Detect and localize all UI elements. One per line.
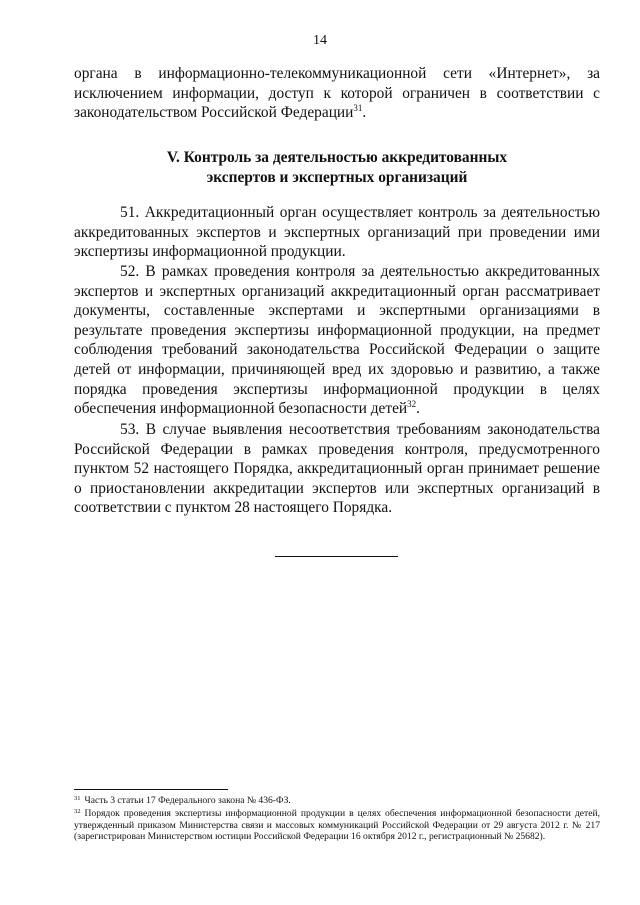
paragraph-51 — [74, 203, 600, 262]
paragraph-52-text: 52. В рамках проведения контроля за деятельностью аккредитованных экспертов и экспертных организаций аккредитационный орган рассматривает документы, составленные экспертами и экспертными организациями в результате проведения экспертизы информационной продукции, на предмет соблюдения требований законодательства Российской Федерации о защите детей от информации, причиняющей вред их здоровью и развитию, а также порядка проведения экспертизы информационной продукции в целях обеспечения информационной безопасности детей — [74, 263, 600, 418]
footnote-32-mark: 32 — [74, 808, 81, 815]
intro-text: органа в информационно-телекоммуникационной сети «Интернет», за исключением информации, доступ к которой ограничен в соответствии с законодательством Российской Федерации — [74, 65, 600, 122]
paragraph-51-text: 51. Аккредитационный орган осуществляет контроль за деятельностью аккредитованных экспертов и экспертных организаций при проведении ими экспертизы информационной продукции. — [74, 204, 600, 261]
section-heading — [74, 148, 600, 187]
footnote-32-text: Порядок проведения экспертизы информационной продукции в целях обеспечения информационной безопасности детей, утвержденный приказом Министерства связи и массовых коммуникаций Российской Федерации от 29 августа 2012 г. № 217 (зарегистрирован Министерством юстиции Российской Федерации 16 октября 2012 г., регистрационный № 25682). — [74, 808, 600, 842]
footnote-31 — [74, 795, 600, 807]
end-separator-line — [275, 556, 398, 557]
footnote-31-mark: 31 — [74, 795, 81, 802]
section-title-line-2: экспертов и экспертных организаций — [206, 168, 468, 186]
section-title-line-1: V. Контроль за деятельностью аккредитованных — [166, 149, 508, 166]
intro-end: . — [362, 104, 367, 122]
footnote-32 — [74, 808, 600, 843]
footnote-ref-31[interactable]: 31 — [353, 103, 363, 114]
paragraph-52-end: . — [416, 400, 421, 418]
paragraph-53-text: 53. В случае выявления несоответствия требованиям законодательства Российской Федерации в рамках проведения контроля, предусмотренного пунктом 52 настоящего Порядка, аккредитационный орган принимает решение о приостановлении аккредитации экспертов или экспертных организаций в соответствии с пунктом 28 настоящего Порядка. — [74, 421, 600, 517]
footnote-ref-32[interactable]: 32 — [407, 399, 417, 410]
intro-paragraph — [74, 64, 600, 123]
paragraph-52 — [74, 262, 600, 419]
paragraph-53 — [74, 420, 600, 518]
footnote-rule — [74, 789, 228, 790]
footnote-31-text: Часть 3 статьи 17 Федерального закона № 436-ФЗ. — [84, 795, 291, 806]
page-number: 14 — [313, 33, 327, 48]
